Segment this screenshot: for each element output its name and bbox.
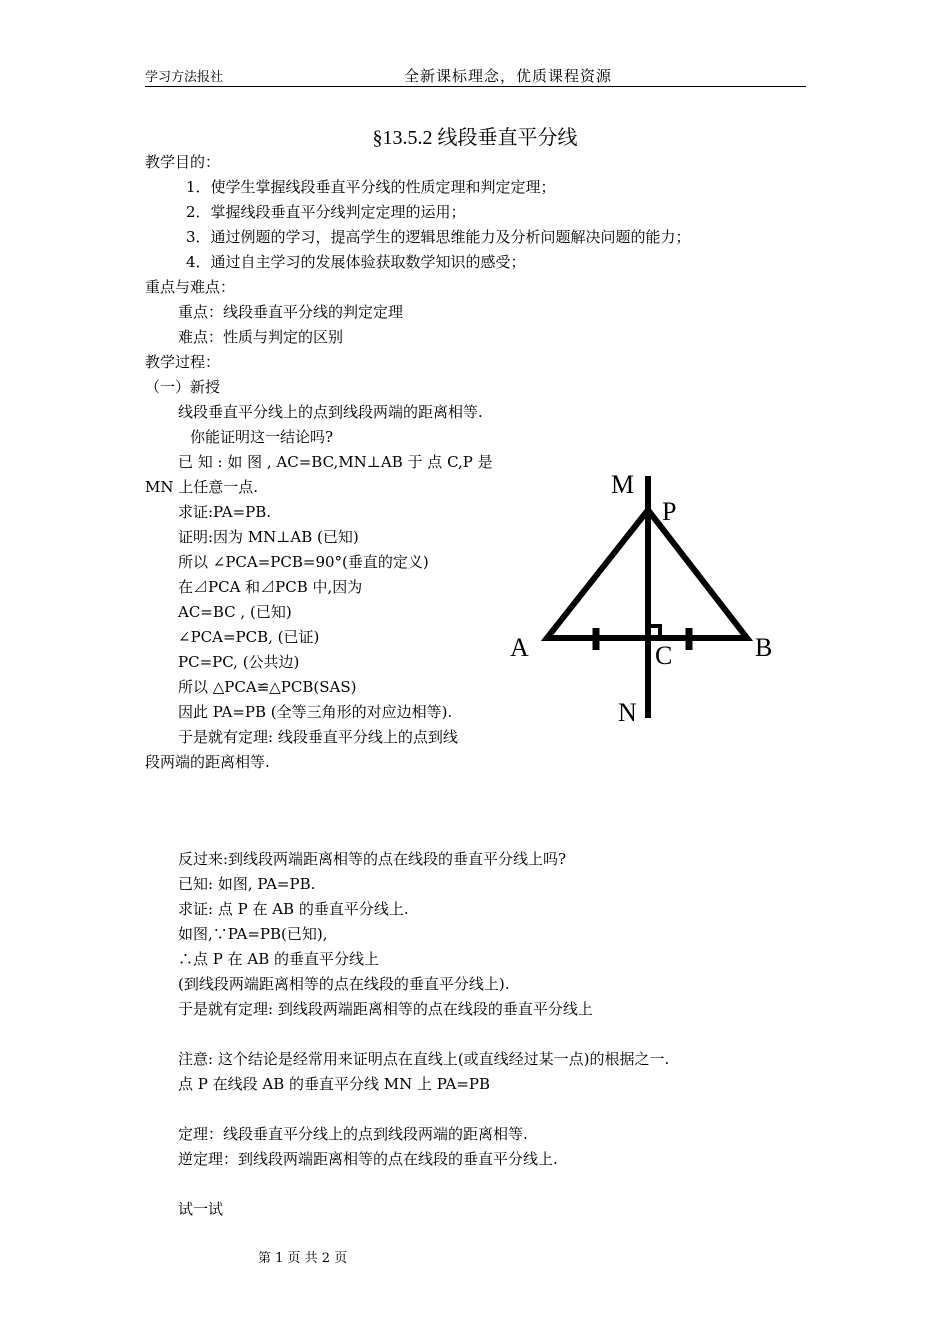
converse-theorem-line: 逆定理：到线段两端距离相等的点在线段的垂直平分线上. (178, 1150, 558, 1168)
label-p: P (662, 497, 677, 526)
process-line: 于是就有定理: 线段垂直平分线上的点到线 (178, 728, 458, 746)
label-b: B (755, 633, 773, 662)
process-line: AC=BC , (已知) (178, 603, 292, 621)
process-line: 线段垂直平分线上的点到线段两端的距离相等. (178, 403, 483, 421)
process-line: ∠PCA=PCB, (已证) (178, 628, 320, 646)
objective-item: 3．通过例题的学习，提高学生的逻辑思维能力及分析问题解决问题的能力； (186, 228, 691, 246)
process-line: PC=PC, (公共边) (178, 653, 300, 671)
process-line: 已 知 : 如 图 , AC=BC,MN⊥AB 于 点 C,P 是 (178, 453, 493, 471)
key-points-heading: 重点与难点： (145, 278, 236, 296)
section-heading: （一）新授 (145, 378, 221, 396)
label-n: N (618, 698, 637, 727)
process-line: MN 上任意一点. (145, 478, 259, 496)
label-m: M (611, 470, 635, 499)
header-slogan: 全新课标理念，优质课程资源 (404, 67, 613, 85)
process-line: 段两端的距离相等. (145, 753, 270, 771)
converse-line: 已知: 如图, PA=PB. (178, 875, 316, 893)
process-line: 求证:PA=PB. (178, 503, 272, 521)
converse-line: ∴点 P 在 AB 的垂直平分线上 (178, 950, 380, 968)
try-it-heading: 试一试 (178, 1200, 224, 1218)
process-line: 在⊿PCA 和⊿PCB 中,因为 (178, 578, 363, 596)
key-point-difficulty: 难点：性质与判定的区别 (178, 328, 344, 346)
process-line: 因此 PA=PB (全等三角形的对应边相等). (178, 703, 453, 721)
converse-line: 反过来:到线段两端距离相等的点在线段的垂直平分线上吗? (178, 850, 567, 868)
note-line: 点 P 在线段 AB 的垂直平分线 MN 上 PA=PB (178, 1075, 491, 1093)
page-footer: 第 1 页 共 2 页 (258, 1251, 348, 1266)
key-point-focus: 重点：线段垂直平分线的判定定理 (178, 303, 404, 321)
objective-item: 1．使学生掌握线段垂直平分线的性质定理和判定定理； (186, 178, 556, 196)
theorem-line: 定理：线段垂直平分线上的点到线段两端的距离相等. (178, 1125, 528, 1143)
converse-line: 求证: 点 P 在 AB 的垂直平分线上. (178, 900, 409, 918)
converse-line: (到线段两端距离相等的点在线段的垂直平分线上). (178, 975, 510, 993)
process-line: 所以 △PCA≌△PCB(SAS) (178, 678, 357, 696)
converse-line: 如图,∵PA=PB(已知), (178, 925, 328, 943)
objective-item: 2．掌握线段垂直平分线判定定理的运用； (186, 203, 466, 221)
right-angle-mark (650, 626, 660, 636)
page-title: §13.5.2 线段垂直平分线 (372, 127, 578, 149)
process-line: 所以 ∠PCA=PCB=90°(垂直的定义) (178, 553, 429, 571)
objective-item: 4．通过自主学习的发展体验获取数学知识的感受； (186, 253, 526, 271)
header-publisher: 学习方法报社 (145, 70, 224, 85)
note-line: 注意: 这个结论是经常用来证明点在直线上(或直线经过某一点)的根据之一. (178, 1050, 670, 1068)
objectives-heading: 教学目的： (145, 153, 221, 171)
converse-line: 于是就有定理: 到线段两端距离相等的点在线段的垂直平分线上 (178, 1000, 593, 1018)
process-line: 你能证明这一结论吗? (190, 428, 334, 446)
process-line: 证明:因为 MN⊥AB (已知) (178, 528, 359, 546)
label-a: A (510, 633, 529, 662)
process-heading: 教学过程： (145, 353, 221, 371)
label-c: C (655, 641, 673, 670)
